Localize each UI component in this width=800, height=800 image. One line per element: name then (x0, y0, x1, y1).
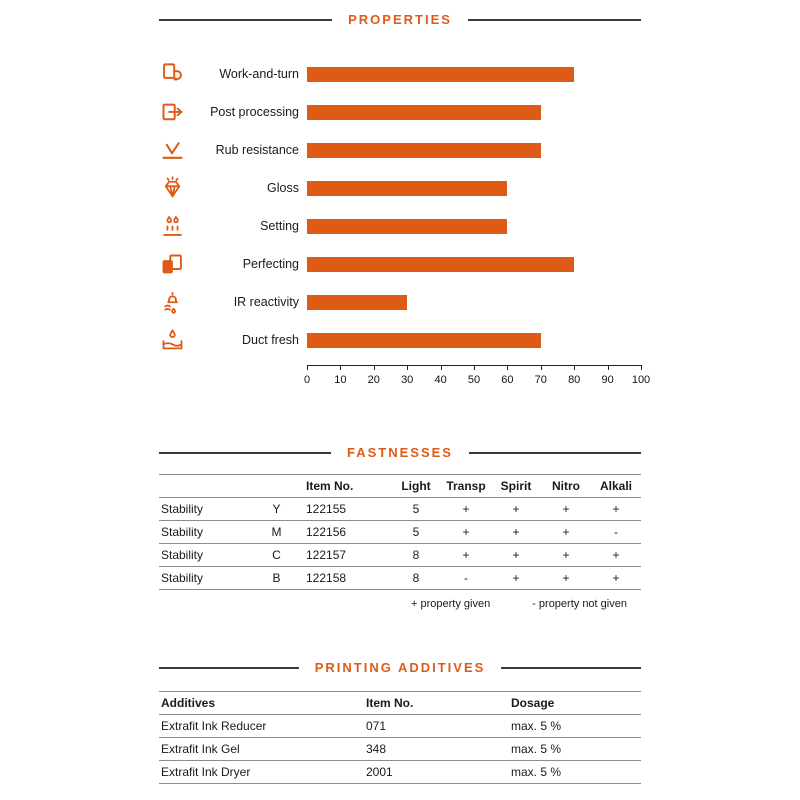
cell: max. 5 % (511, 765, 562, 779)
cell: 2001 (366, 765, 393, 779)
column-header: Transp (446, 479, 486, 493)
ir-reactivity-icon (159, 289, 195, 316)
gloss-icon (159, 175, 195, 202)
fastnesses-section-title (159, 445, 641, 460)
chart-row (159, 245, 641, 283)
cell: 122156 (306, 525, 347, 539)
legend-negative: - property not given (532, 598, 627, 610)
chart-row (159, 283, 641, 321)
column-header: Additives (161, 696, 216, 710)
bar-track (307, 219, 641, 234)
cell: 8 (412, 571, 420, 585)
title-rule-right (469, 452, 641, 454)
cell: max. 5 % (511, 742, 562, 756)
x-tick-label: 90 (601, 374, 614, 386)
bar-label: Post processing (210, 105, 299, 119)
cell: Stability (161, 502, 204, 516)
column-header: Dosage (511, 696, 555, 710)
properties-title-text: PROPERTIES (348, 12, 452, 27)
cell: 122158 (306, 571, 347, 585)
bar-label: IR reactivity (233, 295, 299, 309)
cell: M (271, 525, 282, 539)
column-header: Spirit (500, 479, 532, 493)
cell: + (462, 525, 470, 539)
cell: Stability (161, 571, 204, 585)
cell: + (612, 571, 620, 585)
post-processing-icon (159, 99, 195, 126)
x-tick-label: 20 (367, 374, 380, 386)
table-row (159, 498, 641, 521)
title-rule-left (159, 667, 299, 669)
x-tick-label: 50 (467, 374, 481, 386)
x-tick-label: 0 (303, 374, 311, 386)
cell: Y (272, 502, 281, 516)
x-tick-label: 70 (534, 374, 547, 386)
table-row (159, 521, 641, 544)
cell: 122157 (306, 548, 347, 562)
column-header (249, 475, 304, 498)
cell: + (512, 548, 520, 562)
chart-row (159, 207, 641, 245)
properties-section-title (159, 12, 641, 27)
x-tick-label: 80 (568, 374, 581, 386)
bar-label: Gloss (267, 181, 299, 195)
cell: + (612, 548, 620, 562)
column-header: Light (401, 479, 431, 493)
bar-label: Duct fresh (242, 333, 299, 347)
bar-label: Perfecting (242, 257, 299, 271)
bar-track (307, 333, 641, 348)
column-header: Item No. (366, 696, 414, 710)
bar-label: Work-and-turn (219, 67, 299, 81)
bar-track (307, 143, 641, 158)
title-rule-right (468, 19, 641, 21)
column-header: Alkali (599, 479, 632, 493)
x-tick-label: 10 (334, 374, 347, 386)
chart-row (159, 169, 641, 207)
bar (307, 257, 574, 272)
perfecting-icon (159, 251, 195, 278)
duct-fresh-icon (159, 327, 195, 354)
fastnesses-title-text: FASTNESSES (347, 445, 453, 460)
cell: 348 (366, 742, 387, 756)
legend-positive: + property given (411, 598, 491, 610)
table-header-row (159, 475, 641, 498)
cell: max. 5 % (511, 719, 562, 733)
cell: + (512, 502, 520, 516)
rub-resistance-icon (159, 137, 195, 164)
chart-row (159, 93, 641, 131)
bar-label: Setting (260, 219, 299, 233)
bar-track (307, 67, 641, 82)
x-axis (303, 365, 651, 391)
x-tick-label: 30 (401, 374, 414, 386)
cell: 5 (412, 502, 420, 516)
cell: Extrafit Ink Gel (161, 742, 240, 756)
title-rule-right (501, 667, 641, 669)
cell: Stability (161, 525, 204, 539)
bar (307, 105, 541, 120)
bar (307, 295, 407, 310)
printing-additives-section-title (159, 660, 641, 675)
setting-icon (159, 213, 195, 240)
properties-chart (159, 55, 651, 391)
cell: Extrafit Ink Dryer (161, 765, 251, 779)
cell: + (612, 502, 620, 516)
fastnesses-table (159, 474, 641, 590)
cell: + (562, 502, 570, 516)
column-header (159, 475, 249, 498)
cell: B (272, 571, 281, 585)
cell: + (462, 548, 470, 562)
table-row (159, 761, 641, 784)
bar (307, 181, 507, 196)
cell: Stability (161, 548, 204, 562)
table-row (159, 738, 641, 761)
bar (307, 333, 541, 348)
table-row (159, 544, 641, 567)
chart-row (159, 321, 641, 359)
bar-track (307, 295, 641, 310)
bar (307, 219, 507, 234)
cell: 8 (412, 548, 420, 562)
fastnesses-legend (159, 598, 641, 610)
printing-additives-title-text: PRINTING ADDITIVES (314, 660, 486, 675)
cell: + (512, 525, 520, 539)
bar (307, 143, 541, 158)
cell: + (562, 525, 570, 539)
bar (307, 67, 574, 82)
datasheet-page (159, 0, 651, 784)
x-axis-row (159, 365, 651, 391)
table-header-row (159, 692, 641, 715)
cell: 5 (412, 525, 420, 539)
chart-row (159, 55, 641, 93)
cell: + (562, 548, 570, 562)
additives-table (159, 691, 641, 784)
printing-additives-section (159, 660, 641, 784)
title-rule-left (159, 452, 331, 454)
x-tick-label: 60 (501, 374, 514, 386)
bar-label: Rub resistance (215, 143, 299, 157)
cell: - (614, 525, 618, 539)
x-tick-label: 40 (434, 374, 447, 386)
fastnesses-section (159, 445, 641, 610)
column-header: Item No. (306, 479, 354, 493)
work-and-turn-icon (159, 61, 195, 88)
table-row (159, 715, 641, 738)
title-rule-left (159, 19, 332, 21)
cell: 122155 (306, 502, 347, 516)
chart-row (159, 131, 641, 169)
x-tick-label: 100 (631, 374, 651, 386)
cell: C (272, 548, 281, 562)
bar-track (307, 257, 641, 272)
bar-track (307, 181, 641, 196)
cell: 071 (366, 719, 387, 733)
cell: + (462, 502, 470, 516)
table-row (159, 567, 641, 590)
cell: - (464, 571, 468, 585)
cell: + (562, 571, 570, 585)
column-header: Nitro (552, 479, 580, 493)
cell: Extrafit Ink Reducer (161, 719, 267, 733)
bar-track (307, 105, 641, 120)
cell: + (512, 571, 520, 585)
